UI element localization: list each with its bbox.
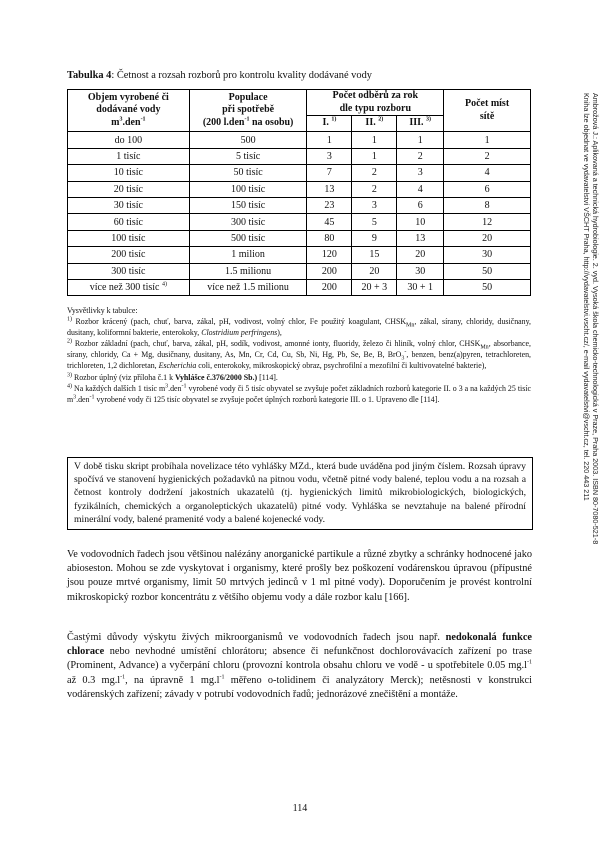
- table-cell: 15: [352, 247, 397, 263]
- table-cell: 20 tisíc: [68, 181, 190, 197]
- table-cell: 13: [307, 181, 352, 197]
- table-row: [68, 132, 531, 148]
- table-cell: 30 tisíc: [68, 197, 190, 213]
- table-notes: [67, 305, 531, 405]
- page-number: 114: [292, 803, 308, 814]
- table-cell: 30 + 1: [397, 279, 444, 295]
- table-cell: 100 tisíc: [68, 230, 190, 246]
- table-cell: 2: [352, 181, 397, 197]
- table-cell: 50 tisíc: [189, 165, 307, 181]
- table-cell: 20 + 3: [352, 279, 397, 295]
- table-cell: 50: [444, 279, 531, 295]
- paragraph-microorganisms: Častými důvody výskytu živých mikroorganismů ve vodovodních řadech jsou např. nedokonalá funkce chlorace nebo nevhodné umístění chlorátoru; absence či nefunkčnost dochlorovávacích zařízení po trase (Prominent, Advance) a vyčerpání chloru (provozní kontrola obsahu chloru ve vodě - u spotřebitele 0.05 $mg.l^{-1}$ až 0.3 $mg.l^{-1}$, na úpravně 1 $mg.l^{-1}$ měřeno o-tolidinem či analyzátory Merck); netěsnosti v konstrukci vodárenských zařízení; závady v potrubí vodovodních řadů; jednorázové znečištění a montáže.: [67, 632, 532, 700]
- header-samples-per-year: Počet odběrů za rok dle typu rozboru: [307, 90, 444, 116]
- table-cell: 500: [189, 132, 307, 148]
- table-cell: 2: [352, 165, 397, 181]
- table-cell: 30: [444, 247, 531, 263]
- novelization-note-box: V době tisku skript probíhala novelizace této vyhlášky MZd., která bude uváděna pod jiným číslem. Rozsah úpravy spočívá ve stanovení hygienických požadavků na pitnou vodu, včetně pitné vody balené, teplou vodu a na rozsah a četnost kontroly dodržení jakostních ukazatelů (tj. hygienických limitů mikrobiologických, biologických, fyzikálních, chemických a organoleptických ukazatelů) pitné vody. Vyhláška se nevztahuje na balené přírodní minerální vody, balené pramenité vody a balené kojenecké vody.: [67, 457, 533, 530]
- table-cell: 1.5 milionu: [189, 263, 307, 279]
- note-3: $^{3)}$ Rozbor úplný (viz příloha č.1 k Vyhlášce č.376/2000 Sb.) [114].: [67, 371, 278, 382]
- table-cell: 8: [444, 197, 531, 213]
- table-cell: 200: [307, 263, 352, 279]
- sampling-frequency-table: [67, 89, 531, 296]
- table-row: [68, 247, 531, 263]
- table-row: [68, 148, 531, 164]
- table-cell: 2: [397, 148, 444, 164]
- table-cell: 3: [397, 165, 444, 181]
- table-cell: 10 tisíc: [68, 165, 190, 181]
- table-row: [68, 263, 531, 279]
- table-cell: 1: [352, 148, 397, 164]
- table-row: [68, 197, 531, 213]
- table-cell: 500 tisíc: [189, 230, 307, 246]
- side-note-line-2: Kniha lze objednat ve vydavatelství VŠCHT Praha, http://vydavatelstvi.vscht.cz/, e-mail vydavatelstvi@vscht.cz, tel. 220 443 211: [582, 93, 591, 501]
- note-1: $^{1)}$ Rozbor krácený (pach, chuť, barva, zákal, pH, vodivost, volný chlor, Fe použitý koagulant, $CHSK_{Mn}$, zákal, sírany, chloridy, dusičnany, dusitany, koliformní bakterie, enterokoky, Clostridium perfringens),: [67, 316, 531, 338]
- table-cell: 9: [352, 230, 397, 246]
- table-cell: 3: [307, 148, 352, 164]
- header-population: Populace při spotřebě (200 l.den$^{-1}$ na osobu): [189, 90, 307, 132]
- table-cell: 200 tisíc: [68, 247, 190, 263]
- table-cell: 5 tisíc: [189, 148, 307, 164]
- table-cell: 20: [444, 230, 531, 246]
- table-cell: 100 tisíc: [189, 181, 307, 197]
- table-cell: 13: [397, 230, 444, 246]
- table-row: [68, 214, 531, 230]
- table-cell: 5: [352, 214, 397, 230]
- header-sampling-points: Počet míst sítě: [444, 90, 531, 132]
- table-cell: 4: [397, 181, 444, 197]
- table-cell: 1: [444, 132, 531, 148]
- table-cell: 3: [352, 197, 397, 213]
- table-cell: 300 tisíc: [189, 214, 307, 230]
- table-cell: 6: [397, 197, 444, 213]
- table-cell: 20: [352, 263, 397, 279]
- table-cell: do 100: [68, 132, 190, 148]
- table-cell: 1 milion: [189, 247, 307, 263]
- table-cell: 300 tisíc: [68, 263, 190, 279]
- header-type-3: III. $^{3)}$: [397, 116, 444, 132]
- table-cell: 1: [307, 132, 352, 148]
- table-cell: 4: [444, 165, 531, 181]
- paragraph-abioseston: Ve vodovodních řadech jsou většinou nalézány anorganické partikule a různé zbytky a schránky hodnocené jako abioseston. Mohou se zde vyskytovat i organismy, které prošly bez poškození vodárenskou úpravou (přípustné jsou pouze mrtvé organismy, limit 50 mrtvých jedinců v 1 ml pitné vody). Doporučením je provést kontrolní mikroskopický rozbor koncentrátu z většího objemu vody a dále rozbor kalu [166].: [67, 549, 532, 603]
- table-cell: 20: [397, 247, 444, 263]
- table-cell: 1: [352, 132, 397, 148]
- header-type-2: II. $^{2)}$: [352, 116, 397, 132]
- side-note-line-1: Ambrožová J.: Aplikovaná a technická hydrobiologie. 2. vyd. Vysoká škola chemicko-technologická v Praze, Praha 2003. ISBN 80-7080-521-8: [591, 93, 600, 545]
- caption-label: Tabulka 4: [67, 70, 112, 81]
- notes-title: Vysvětlivky k tabulce:: [67, 306, 138, 315]
- side-copyright-note: [582, 93, 600, 653]
- table-cell: 30: [397, 263, 444, 279]
- table-cell: 150 tisíc: [189, 197, 307, 213]
- table-cell: 7: [307, 165, 352, 181]
- note-4: $^{4)}$ Na každých dalších 1 tisíc $m^3.den^{-1}$ vyrobené vody či 5 tisíc obyvatel se zvyšuje počet základních rozborů kategorie II. o 3 a na každých 25 tisíc $m^3.den^{-1}$ vyrobené vody či 125 tisíc obyvatel se zvyšuje počet úplných rozborů kategorie III. o 1. Upraveno dle [114].: [67, 383, 531, 404]
- header-volume: Objem vyrobené či dodávané vody $m^3.den^{-1}$: [68, 90, 190, 132]
- table-cell: 80: [307, 230, 352, 246]
- table-cell: 50: [444, 263, 531, 279]
- table-cell: více než 1.5 milionu: [189, 279, 307, 295]
- table-cell: 10: [397, 214, 444, 230]
- table-cell: 23: [307, 197, 352, 213]
- table-cell: 60 tisíc: [68, 214, 190, 230]
- table-cell: 12: [444, 214, 531, 230]
- table-cell: 1 tisíc: [68, 148, 190, 164]
- caption-text: : Četnost a rozsah rozborů pro kontrolu kvality dodávané vody: [111, 70, 372, 81]
- table-cell: více než 300 tisíc $^{4)}$: [68, 279, 190, 295]
- table-cell: 2: [444, 148, 531, 164]
- header-type-1: I. $^{1)}$: [307, 116, 352, 132]
- note-2: $^{2)}$ Rozbor základní (pach, chuť, barva, zákal, pH, sodík, vodivost, amonné ionty, fluoridy, železo či hliník, volný chlor, $CHSK_{Mn}$, absorbance, sírany, chloridy, Ca + Mg, dusičnany, dusitany, As, Mn, Cr, Cd, Cu, Sb, Ni, Hg, Pb, Se, Be, B, BrO$_3$-, benzen, benz(a)pyren, tetrachloreten, trichloreten, 1,2 dichloretan, Escherichia coli, enterokoky, mikroskopický obraz, psychrofilní a mezofilní či kultivovatelné bakterie),: [67, 338, 531, 371]
- table-cell: 200: [307, 279, 352, 295]
- table-cell: 1: [397, 132, 444, 148]
- table-row: [68, 181, 531, 197]
- table-cell: 45: [307, 214, 352, 230]
- table-row: [68, 230, 531, 246]
- table-cell: 6: [444, 181, 531, 197]
- table-cell: 120: [307, 247, 352, 263]
- table-row: [68, 165, 531, 181]
- table-caption: [67, 70, 372, 81]
- table-row-last: [68, 279, 531, 295]
